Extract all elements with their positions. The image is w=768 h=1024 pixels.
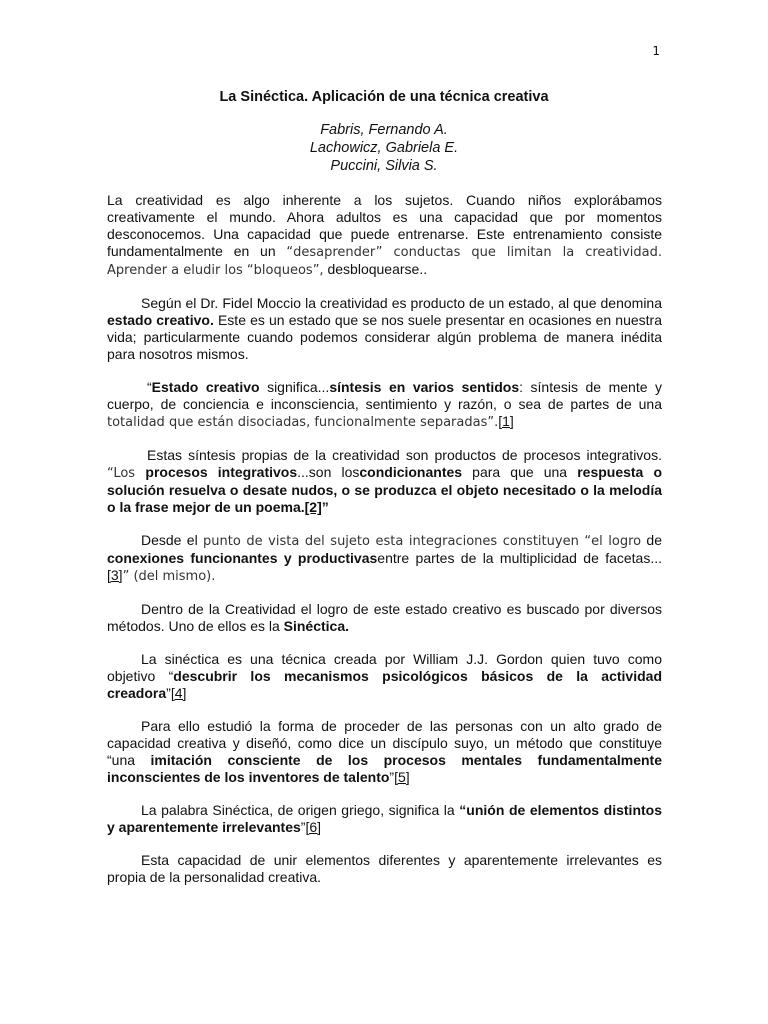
- paragraph-2: [107, 295, 662, 363]
- bold-text: Estado creativo: [151, 379, 260, 395]
- paragraph-text: Este es un estado que se nos suele presentar en ocasiones en nuestra vida; particularmente cuando podemos considerar algún problema de manera inédita para nosotros mismos.: [107, 312, 663, 362]
- bold-text: condicionantes: [359, 464, 463, 480]
- paragraph-text: La creatividad es algo inherente a los sujetos. Cuando niños explorábamos creativamente el mundo. Ahora adultos es una capacidad que por momentos desconocemos. Una capacidad que puede entrenarse. Este entrenamiento consiste fundamentalmente en un: [107, 192, 662, 259]
- bold-text: descubrir los mecanismos psicológicos básicos de la actividad creadora: [107, 668, 662, 701]
- paragraph-text: Para ello estudió la forma de proceder de las personas con un alto grado de capacidad creativa y diseñó, como dice un discípulo suyo, un método que constituye “una: [107, 718, 662, 768]
- quote-mark: ”: [166, 685, 171, 701]
- paragraph-text: para que una: [462, 464, 578, 480]
- paragraph-text: ” (del mismo).: [122, 569, 216, 584]
- bold-text: Sinéctica.: [283, 618, 350, 634]
- paragraph-text: Según el Dr. Fidel Moccio la creatividad es producto de un estado, al que denomina: [141, 295, 662, 311]
- footnote-link[interactable]: [2]: [304, 499, 322, 515]
- paragraph-text: “desaprender” conductas que limitan la creatividad. Aprender a eludir los “bloqueos”,: [107, 245, 662, 278]
- paragraph-text: “Los: [107, 466, 146, 481]
- bold-text: respuesta o solución resuelva o desate nudos, o se produzca el objeto necesitado o la melodía o la frase mejor de un poema.: [107, 464, 662, 515]
- author-name: Fabris, Fernando A.: [320, 122, 448, 138]
- paragraph-3: [107, 379, 662, 431]
- paragraph-1: [107, 192, 662, 279]
- paragraph-9: [107, 802, 662, 836]
- paragraph-text: : síntesis de mente y cuerpo, de conciencia e inconsciencia, sentimiento y razón, o sea de partes de una: [107, 379, 662, 412]
- paragraph-4: [107, 447, 662, 516]
- paragraph-text: Desde el: [141, 532, 204, 548]
- bold-text: imitación consciente de los procesos mentales fundamentalmente inconscientes de los inventores de talento: [107, 752, 662, 785]
- document-title: La Sinéctica. Aplicación de una técnica creativa: [219, 89, 549, 105]
- quote-mark: ”: [389, 769, 395, 785]
- paragraph-text: La palabra Sinéctica, de origen griego, significa la: [141, 802, 460, 818]
- paragraph-text: Estas síntesis propias de la creatividad son productos de procesos integrativos.: [147, 447, 662, 463]
- paragraph-text: de: [641, 532, 662, 548]
- author-name: Puccini, Silvia S.: [330, 158, 438, 174]
- quote-mark: ”: [300, 819, 306, 835]
- paragraph-text: totalidad que están disociadas, funcionalmente separadas”.: [107, 415, 499, 430]
- paragraph-text: Esta capacidad de unir elementos diferentes y aparentemente irrelevantes es propia de la personalidad creativa.: [107, 852, 662, 885]
- footnote-link[interactable]: [1]: [498, 413, 514, 429]
- bold-text: “unión de elementos distintos y aparentemente irrelevantes: [107, 802, 662, 835]
- quote-mark: “: [147, 379, 152, 395]
- paragraph-text: ...son los: [297, 464, 360, 480]
- bold-text: estado creativo.: [107, 312, 214, 328]
- paragraph-7: [107, 651, 662, 702]
- paragraph-6: [107, 601, 662, 635]
- document-body: [107, 192, 662, 902]
- paragraph-text: Dentro de la Creatividad el logro de este estado creativo es buscado por diversos métodos. Uno de ellos es la: [107, 601, 662, 634]
- paragraph-text: desbloquearse..: [327, 261, 428, 277]
- author-name: Lachowicz, Gabriela E.: [309, 140, 459, 156]
- paragraph-text: entre partes de la multiplicidad de facetas...: [377, 550, 663, 566]
- bold-text: procesos integrativos: [145, 464, 298, 480]
- footnote-link[interactable]: [6]: [305, 819, 322, 835]
- quote-mark: ”: [321, 499, 329, 515]
- footnote-link[interactable]: [4]: [170, 685, 187, 701]
- bold-text: conexiones funcionantes y productivas: [107, 550, 378, 566]
- footnote-link[interactable]: [3]: [107, 567, 123, 583]
- bold-text: síntesis en varios sentidos: [329, 379, 520, 395]
- paragraph-10: [107, 852, 662, 886]
- paragraph-text: significa...: [259, 379, 330, 395]
- paragraph-text: punto de vista del sujeto esta integraciones constituyen “el logro: [203, 534, 642, 549]
- page-number: 1: [652, 44, 660, 58]
- footnote-link[interactable]: [5]: [394, 769, 410, 785]
- paragraph-5: [107, 532, 662, 585]
- paragraph-text: La sinéctica es una técnica creada por William J.J. Gordon quien tuvo como objetivo “: [107, 651, 662, 684]
- paragraph-8: [107, 718, 662, 786]
- authors-block: [0, 121, 768, 175]
